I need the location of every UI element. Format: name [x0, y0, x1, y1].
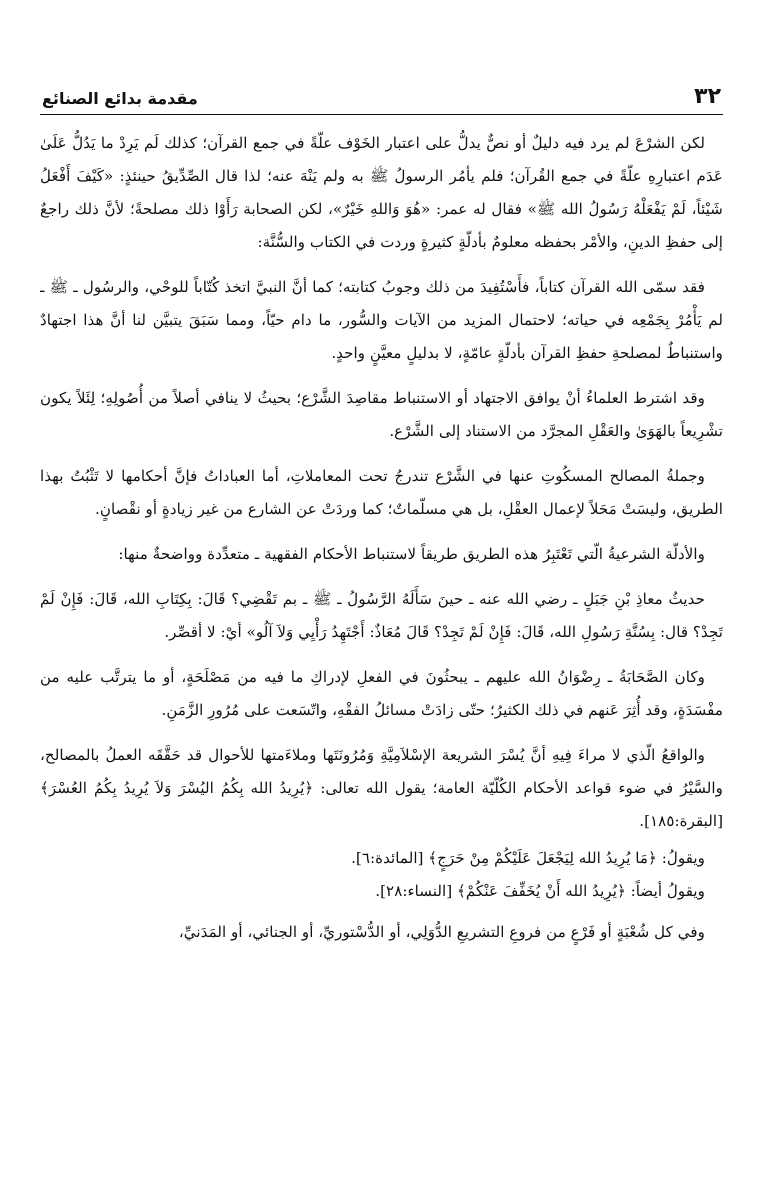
page-header: [40, 78, 723, 115]
paragraph: وقد اشترط العلماءُ أنْ يوافق الاجتهاد أو الاستنباط مقاصِدَ الشَّرْع؛ بحيثُ لا ينافي أصلاً من أُصُولِهِ؛ لِئَلاً يكون تشْرِيعاً بالهَوَىٰ والعَقْلِ المجرَّد من الاستناد إلى الشَّرْع.: [40, 389, 723, 440]
paragraph: وجملةُ المصالح المسكُوتِ عنها في الشَّرْع تندرجُ تحت المعاملاتِ، أما العباداتُ فإنَّ أحكامها لا تَثْبُتُ بهذا الطريق، وليسَتْ مَحَلاً لإعمال العقْلِ، بل هي مسلّماتٌ؛ كما وردَتْ عن الشارع من غير زيادةٍ أو نقْصانٍ.: [40, 467, 723, 518]
paragraph: والواقعُ الّذي لا مراءَ فِيهِ أنَّ يُسْرَ الشريعة الإسْلاَمِيَّةِ وَمُرُونَتَها وملاءَمتها للأحوال قد حَقَّقَه العملُ بالمصالح، والسَّيْرُ في ضوء قواعد الأحكام الكُلّيّة العامة؛ يقول الله تعالى: ﴿يُرِيدُ الله بِكُمُ اليُسْرَ وَلاَ يُرِيدُ بِكُمُ العُسْرَ﴾ [البقرة:١٨٥].: [40, 746, 723, 830]
quran-quote-line: ويقولُ: ﴿مَا يُرِيدُ الله لِيَجْعَلَ عَلَيْكُمْ مِنْ حَرَجٍ﴾ [المائدة:٦].: [351, 849, 705, 867]
paragraph: وفي كل شُعْبَةٍ أو فَرْعٍ من فروعِ التشريعِ الدُّوَلِي، أو الدُّسْتوريِّ، أو الجنائي، أو المَدَنيِّ،: [178, 923, 705, 941]
page-number: ٣٢: [694, 84, 721, 109]
paragraph: حديثُ معاذِ بْنِ جَبَلٍ ـ رضي الله عنه ـ حينَ سَأَلَهُ الرَّسُولُ ـ ﷺ ـ بم تَقْضِي؟ قَالَ: بِكِتَابِ الله، قَالَ: فَإِنْ لَمْ تَجِدْ؟ قال: بِسُنَّةِ رَسُولِ الله، قَالَ: فَإِنْ لَمْ تَجِدْ؟ قَالَ مُعَاذٌ: أَجْتَهِدُ رَأْيِي وَلاَ آلُو» أيْ: لا أقصِّر.: [40, 590, 723, 641]
paragraph: فقد سمّى الله القرآن كتاباً، فأَسْتُفِيدَ من ذلك وجوبُ كتابته؛ كما أنَّ النبيَّ اتخذ كُتّاباً للوحْي، والرسُول ـ ﷺ ـ لم يَأْمُرْ بِجَمْعِه في حياته؛ لاحتمال المزيد من الآيات والسُّور، ما دام حيّاً، ومما سَبَقَ يتبيَّن لنا أنَّ هذا اجتهادٌ واستنباطٌ لمصلحةِ حفظِ القرآن بأدلّةٍ عامّةٍ، لا بدليلٍ معيَّنٍ واحدٍ.: [40, 278, 723, 362]
paragraph: لكن الشرْعَ لم يرد فيه دليلٌ أو نصٌّ يدلُّ على اعتبار الخَوْف علّةً في جمع القرآن؛ كذلك لَم يَرِدْ ما يَدُلُّ عَلَىٰ عَدَم اعتبارِهِ علّةً في جمع القُرآن؛ فلم يأمُر الرسولُ ﷺ به ولم يَنْهَ عنه؛ لذا قال الصِّدِّيقُ حينئذٍ: «كَيْفَ أَفْعَلُ شَيْئاً، لَمْ يَفْعَلْهُ رَسُولُ الله ﷺ» فقال له عمر: «هُوَ وَاللهِ خَيْرٌ»، لكن الصحابة رَأَوْا ذلك مصلحةً؛ لأنَّ ذلك راجعٌ إلى حفظِ الدينِ، والأمْر بحفظه معلومٌ بأدلّةٍ كثيرةٍ وردت في الكتاب والسُّنَّة:: [40, 134, 723, 251]
paragraph: وكان الصَّحَابَةُ ـ رِضْوَانُ الله عليهم ـ يبحثُونَ في الفعلِ لإدراكِ ما فيه من مَصْلَحَةٍ، أو ما يترتَّب عليه من مفْسَدَةٍ، وقد أُثِرَ عَنهم في ذلك الكثيرُ؛ حتّى زادَتْ مسائلُ الفقْهِ، واتّسَعت على مُرُورِ الزَّمَنِ.: [40, 668, 723, 719]
page-body: [40, 127, 723, 949]
paragraph: والأدلّة الشرعيةُ الّتي تَعْتَبِرُ هذه الطريق طريقاً لاستنباط الأحكام الفقهية ـ متعدِّدة وواضحةٌ منها:: [118, 545, 705, 563]
quran-quote-line: ويقولُ أيضاً: ﴿يُرِيدُ الله أَنْ يُخَفِّفَ عَنْكُمْ﴾ [النساء:٢٨].: [375, 882, 705, 900]
running-title: مقدمة بدائع الصنائع: [42, 89, 198, 108]
book-page: [40, 78, 723, 1138]
